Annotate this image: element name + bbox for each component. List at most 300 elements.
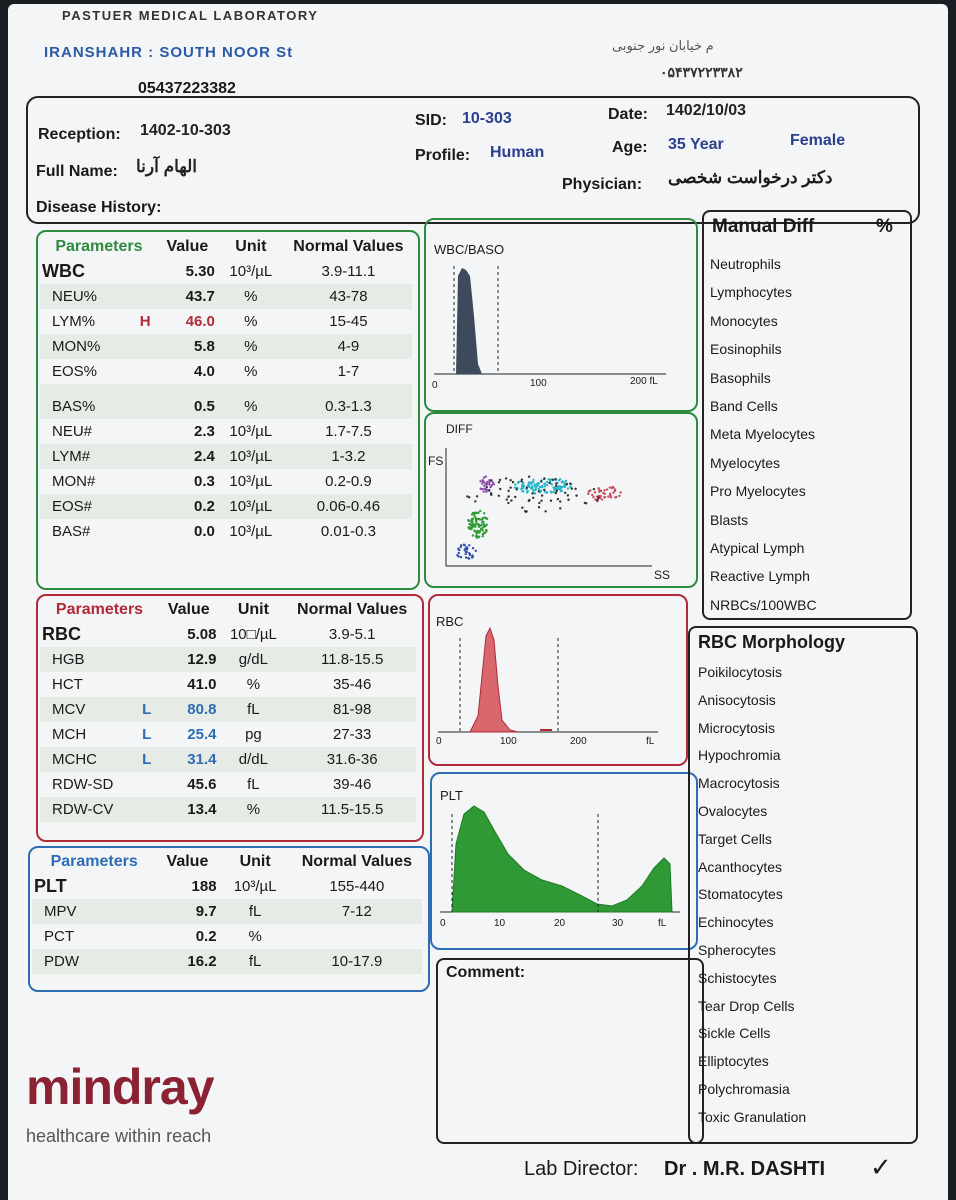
rbc-histogram	[430, 596, 682, 746]
parameter-value: 4.0	[194, 363, 215, 380]
scatter-point	[479, 480, 481, 482]
rbc-tick-100: 100	[500, 736, 517, 747]
scatter-point	[465, 553, 467, 555]
parameter-value: 16.2	[187, 953, 217, 970]
scatter-point	[567, 499, 569, 501]
scatter-point	[597, 496, 599, 498]
scatter-point	[466, 495, 468, 497]
scatter-point	[465, 556, 467, 558]
wbc-parameters-table	[40, 234, 412, 544]
diff-y-label: FS	[428, 454, 444, 468]
table-row	[32, 924, 422, 949]
list-item: Macrocytosis	[698, 775, 780, 792]
table-row	[40, 469, 412, 494]
list-item: Monocytes	[710, 312, 778, 329]
scatter-point	[571, 487, 573, 489]
list-item: Elliptocytes	[698, 1053, 769, 1070]
scatter-point	[555, 492, 557, 494]
scatter-point	[558, 479, 560, 481]
table-header	[40, 234, 412, 259]
parameter-normal-range: 43-78	[329, 288, 368, 305]
scatter-point	[600, 495, 602, 497]
parameter-name: MON#	[52, 473, 96, 490]
scatter-point	[592, 496, 594, 498]
scatter-point	[479, 525, 481, 527]
table-row	[40, 697, 416, 722]
rbc-parameters-table	[40, 597, 416, 822]
scatter-point	[555, 482, 557, 484]
parameter-name: BAS%	[52, 398, 96, 415]
parameter-name: MPV	[44, 903, 77, 920]
scatter-point	[564, 492, 566, 494]
parameter-normal-range: 11.5-15.5	[321, 801, 384, 818]
parameter-unit: 10³/µL	[229, 523, 273, 540]
table-row	[40, 284, 412, 309]
scatter-point	[597, 487, 599, 489]
header-unit: Unit	[239, 852, 271, 870]
lab-director-name: Dr . M.R. DASHTI	[664, 1158, 826, 1180]
parameter-flag	[130, 874, 157, 899]
scatter-point	[528, 481, 530, 483]
parameter-value: 5.08	[187, 626, 217, 643]
parameter-normal-range: 31.6-36	[326, 751, 378, 768]
scatter-point	[488, 483, 490, 485]
scatter-point	[486, 483, 488, 485]
scatter-point	[482, 521, 484, 523]
parameter-unit: fL	[248, 953, 262, 970]
list-item: Echinocytes	[698, 914, 774, 931]
list-item: Poikilocytosis	[698, 664, 783, 680]
parameter-name: LYM#	[52, 448, 91, 465]
scatter-point	[521, 478, 523, 480]
list-item: Toxic Granulation	[698, 1108, 807, 1125]
scatter-point	[569, 482, 571, 484]
parameter-flag	[132, 519, 157, 544]
scatter-point	[604, 493, 606, 495]
table-row	[32, 899, 422, 924]
parameter-unit: %	[244, 313, 258, 330]
plt-histogram-title: PLT	[440, 788, 463, 803]
scatter-point	[532, 479, 534, 481]
scatter-point	[483, 481, 485, 483]
scatter-point	[515, 488, 517, 490]
parameter-flag: H	[139, 313, 151, 330]
table-row	[40, 797, 416, 822]
plt-tick-fl: fL	[658, 918, 667, 929]
parameter-value: 45.6	[187, 776, 217, 793]
scatter-point	[612, 491, 614, 493]
scatter-point	[479, 510, 481, 512]
parameter-value: 13.4	[187, 801, 217, 818]
parameter-flag	[134, 622, 159, 647]
scatter-point	[458, 552, 460, 554]
table-row	[40, 722, 416, 747]
wbc-tick-0: 0	[432, 380, 438, 391]
scatter-point	[517, 482, 519, 484]
parameter-value: 2.3	[194, 423, 215, 440]
scatter-point	[498, 481, 500, 483]
scatter-point	[553, 491, 555, 493]
sid-value: 10-303	[462, 110, 512, 127]
list-item: Eosinophils	[710, 341, 782, 358]
reception-value: 1402-10-303	[140, 122, 231, 139]
parameter-flag	[134, 647, 159, 672]
scatter-point	[472, 547, 474, 549]
scatter-point	[553, 488, 555, 490]
list-item: Neutrophils	[710, 256, 781, 272]
list-item: NRBCs/100WBC	[710, 596, 817, 613]
scatter-point	[470, 521, 472, 523]
list-item: Sickle Cells	[698, 1025, 771, 1042]
scatter-point	[588, 490, 590, 492]
list-item: Atypical Lymph	[710, 540, 805, 556]
header-normal-values: Normal Values	[293, 237, 404, 255]
age-value: 35 Year	[668, 136, 724, 153]
rbc-histogram-box	[428, 594, 688, 766]
scatter-point	[530, 481, 532, 483]
parameter-flag	[132, 419, 157, 444]
scatter-point	[477, 523, 479, 525]
wbc-tick-100: 100	[530, 378, 547, 389]
table-row	[32, 949, 422, 974]
parameter-name: LYM%	[52, 313, 96, 330]
scatter-point	[481, 479, 483, 481]
scatter-point	[509, 479, 511, 481]
scatter-point	[476, 536, 478, 538]
wbc-tick-200: 200 fL	[630, 376, 658, 387]
scatter-point	[533, 483, 535, 485]
scatter-point	[530, 487, 532, 489]
header-value: Value	[166, 852, 209, 870]
scatter-point	[603, 489, 605, 491]
scatter-point	[564, 486, 566, 488]
scatter-point	[486, 486, 488, 488]
list-item: Band Cells	[710, 398, 778, 414]
scatter-point	[555, 485, 557, 487]
parameter-flag	[132, 384, 157, 419]
parameter-normal-range: 81-98	[332, 701, 372, 718]
scatter-point	[559, 507, 561, 509]
scatter-point	[465, 550, 467, 552]
full-name-value: الهام آرنا	[136, 157, 198, 176]
parameter-unit: %	[244, 363, 258, 380]
scatter-point	[467, 526, 469, 528]
parameter-unit: fL	[247, 776, 260, 793]
parameter-normal-range: 4-9	[337, 338, 360, 355]
scatter-point	[612, 486, 614, 488]
parameter-name: MCH	[52, 726, 87, 743]
scatter-point	[551, 478, 553, 480]
scatter-point	[526, 487, 528, 489]
scatter-point	[541, 494, 543, 496]
parameter-value: 5.30	[185, 263, 215, 280]
date-value: 1402/10/03	[666, 102, 747, 119]
parameter-unit: 10□/µL	[229, 626, 277, 643]
parameter-unit: g/dL	[238, 651, 268, 668]
parameter-value: 80.8	[187, 701, 217, 718]
scatter-point	[547, 478, 549, 480]
scatter-point	[499, 479, 501, 481]
list-item: Schistocytes	[698, 969, 777, 986]
scatter-point	[483, 476, 485, 478]
signature-check-icon: ✓	[870, 1152, 892, 1182]
scatter-point	[483, 484, 485, 486]
table-row	[32, 874, 422, 899]
scatter-point	[509, 486, 511, 488]
parameter-normal-range	[292, 924, 422, 949]
scatter-point	[478, 535, 480, 537]
parameter-normal-range: 7-12	[341, 903, 372, 920]
parameter-name: WBC	[42, 261, 85, 281]
parameter-normal-range: 0.01-0.3	[320, 523, 376, 540]
scatter-point	[527, 490, 529, 492]
parameter-value: 188	[191, 878, 217, 895]
list-item: Lymphocytes	[710, 284, 792, 301]
scatter-point	[538, 488, 540, 490]
scatter-point	[540, 500, 542, 502]
header-parameters: Parameters	[55, 600, 144, 618]
scatter-point	[532, 497, 534, 499]
scatter-point	[471, 518, 473, 520]
scatter-point	[499, 488, 501, 490]
header-value: Value	[166, 237, 209, 255]
scatter-point	[506, 498, 508, 500]
parameter-unit: d/dL	[238, 751, 268, 768]
scatter-point	[465, 546, 467, 548]
scatter-point	[485, 488, 487, 490]
parameter-flag	[132, 334, 157, 359]
parameter-value: 0.2	[195, 928, 217, 945]
profile-value: Human	[490, 144, 545, 161]
scatter-point	[472, 534, 474, 536]
scatter-point	[483, 490, 485, 492]
parameter-normal-range: 39-46	[332, 776, 372, 793]
table-row	[40, 259, 412, 284]
scatter-point	[609, 494, 611, 496]
parameter-unit: %	[246, 676, 261, 693]
lab-address-fa: م خیابان نور جنوبی	[612, 38, 714, 53]
list-item: Reactive Lymph	[710, 568, 810, 585]
parameter-name: MON%	[52, 338, 101, 355]
table-row	[40, 494, 412, 519]
parameter-normal-range: 1.7-7.5	[325, 423, 372, 440]
table-row	[40, 309, 412, 334]
parameter-flag	[130, 949, 157, 974]
table-row	[40, 747, 416, 772]
parameter-normal-range: 0.06-0.46	[316, 498, 381, 515]
parameter-normal-range: 3.9-11.1	[321, 263, 376, 280]
parameter-normal-range: 10-17.9	[331, 953, 383, 970]
scatter-point	[537, 483, 539, 485]
parameter-flag	[130, 924, 157, 949]
parameter-value: 41.0	[187, 676, 217, 693]
header-unit: Unit	[235, 237, 267, 255]
scatter-point	[484, 516, 486, 518]
scatter-point	[614, 490, 616, 492]
diff-scattergram-box	[424, 412, 698, 588]
parameter-value: 46.0	[185, 313, 215, 330]
list-item: Polychromasia	[698, 1081, 790, 1097]
list-item: Pro Myelocytes	[710, 483, 806, 500]
scatter-point	[544, 485, 546, 487]
scatter-point	[490, 486, 492, 488]
table-header	[40, 597, 416, 622]
age-label: Age:	[612, 139, 648, 156]
list-item: Ovalocytes	[698, 803, 768, 819]
scatter-point	[609, 486, 611, 488]
parameter-flag	[132, 444, 157, 469]
diff-scattergram	[426, 414, 692, 582]
parameter-normal-range: 15-45	[329, 313, 368, 330]
table-row	[40, 384, 412, 419]
scatter-point	[456, 554, 458, 556]
scatter-point	[467, 519, 469, 521]
scatter-point	[596, 499, 598, 501]
parameter-name: HCT	[52, 676, 83, 693]
scatter-point	[514, 483, 516, 485]
parameter-normal-range: 0.3-1.3	[325, 398, 372, 415]
parameter-name: RDW-CV	[52, 801, 114, 818]
scatter-point	[476, 495, 478, 497]
list-item: Target Cells	[698, 830, 772, 847]
manual-diff-percent: %	[876, 216, 893, 237]
scatter-point	[490, 479, 492, 481]
scatter-point	[531, 492, 533, 494]
scatter-point	[482, 526, 484, 528]
scatter-point	[471, 556, 473, 558]
sex-value: Female	[790, 132, 846, 149]
parameter-value: 43.7	[185, 288, 215, 305]
parameter-name: RDW-SD	[52, 776, 114, 793]
scatter-point	[615, 496, 617, 498]
scatter-point	[618, 495, 620, 497]
wbc-baso-title: WBC/BASO	[434, 242, 505, 257]
list-item: Stomatocytes	[698, 886, 783, 903]
lab-phone: 05437223382	[138, 80, 236, 97]
scatter-point	[478, 518, 480, 520]
scatter-point	[460, 556, 462, 558]
rbc-histogram-title: RBC	[436, 614, 464, 629]
parameter-normal-range: 35-46	[332, 676, 372, 693]
scatter-point	[482, 517, 484, 519]
scatter-point	[546, 491, 548, 493]
scatter-point	[587, 493, 589, 495]
plt-tick-20: 20	[554, 918, 566, 929]
plt-tick-30: 30	[612, 918, 624, 929]
list-item: Tear Drop Cells	[698, 997, 795, 1014]
scatter-point	[512, 481, 514, 483]
parameter-unit: 10³/µL	[229, 448, 273, 465]
scatter-point	[485, 529, 487, 531]
date-label: Date:	[608, 106, 649, 123]
scatter-point	[528, 486, 530, 488]
parameter-value: 5.8	[194, 338, 215, 355]
parameter-name: NEU#	[52, 423, 93, 440]
scatter-point	[567, 487, 569, 489]
parameter-unit: fL	[248, 903, 262, 920]
scatter-point	[520, 488, 522, 490]
parameter-unit: 10³/µL	[229, 423, 273, 440]
lab-phone-fa: ۰۵۴۳۷۲۲۳۳۸۲	[660, 64, 743, 80]
scatter-point	[553, 486, 555, 488]
parameter-normal-range: 11.8-15.5	[321, 651, 384, 668]
parameter-unit: fL	[247, 701, 260, 718]
parameter-unit: %	[244, 338, 258, 355]
parameter-flag	[132, 259, 157, 284]
scatter-point	[557, 498, 559, 500]
mindray-tagline: healthcare within reach	[26, 1126, 212, 1146]
parameter-name: NEU%	[52, 288, 98, 305]
table-header	[32, 849, 422, 874]
parameter-flag	[134, 797, 159, 822]
scatter-point	[475, 512, 477, 514]
scatter-point	[559, 500, 561, 502]
parameter-unit: %	[244, 398, 258, 415]
parameter-normal-range: 155-440	[329, 878, 385, 895]
plt-histogram-box	[430, 772, 698, 950]
parameter-value: 0.0	[194, 523, 215, 540]
physician-label: Physician:	[562, 176, 643, 193]
parameter-name: HGB	[52, 651, 85, 668]
list-item: Microcytosis	[698, 719, 776, 736]
manual-diff-title: Manual Diff	[712, 216, 815, 237]
scatter-point	[468, 544, 470, 546]
parameter-normal-range: 27-33	[332, 726, 372, 743]
scatter-point	[538, 506, 540, 508]
table-row	[40, 622, 416, 647]
parameter-flag: L	[142, 726, 152, 743]
scatter-point	[482, 535, 484, 537]
scatter-point	[555, 490, 557, 492]
parameter-value: 9.7	[195, 903, 217, 920]
list-item: Hypochromia	[698, 747, 781, 764]
scatter-point	[575, 494, 577, 496]
scatter-point	[593, 488, 595, 490]
scatter-point	[505, 477, 507, 479]
header-unit: Unit	[237, 600, 269, 618]
scatter-point	[471, 526, 473, 528]
scatter-point	[514, 486, 516, 488]
parameter-normal-range: 1-7	[337, 363, 360, 380]
header-parameters: Parameters	[50, 852, 138, 870]
parameter-flag: L	[142, 701, 152, 718]
scatter-point	[522, 490, 524, 492]
header-normal-values: Normal Values	[297, 600, 408, 618]
scatter-point	[483, 512, 485, 514]
rbc-morphology-box	[688, 626, 918, 1144]
parameter-name: MCHC	[52, 751, 97, 768]
parameter-unit: 10³/µL	[229, 473, 273, 490]
list-item: Meta Myelocytes	[710, 426, 816, 443]
plt-parameters-table	[32, 849, 422, 974]
parameter-flag	[132, 359, 157, 384]
table-row	[40, 334, 412, 359]
scatter-point	[525, 511, 527, 513]
parameter-name: PCT	[44, 928, 74, 945]
diff-title: DIFF	[446, 422, 473, 436]
comment-box	[436, 958, 704, 1144]
manual-diff-box	[702, 210, 912, 620]
scatter-point	[594, 491, 596, 493]
sid-label: SID:	[415, 112, 447, 129]
scatter-point	[498, 495, 500, 497]
rbc-morphology-title: RBC Morphology	[698, 632, 845, 652]
parameter-normal-range: 1-3.2	[331, 448, 366, 465]
scatter-point	[475, 523, 477, 525]
comment-label: Comment:	[446, 964, 526, 981]
scatter-point	[540, 480, 542, 482]
parameter-flag	[134, 672, 159, 697]
